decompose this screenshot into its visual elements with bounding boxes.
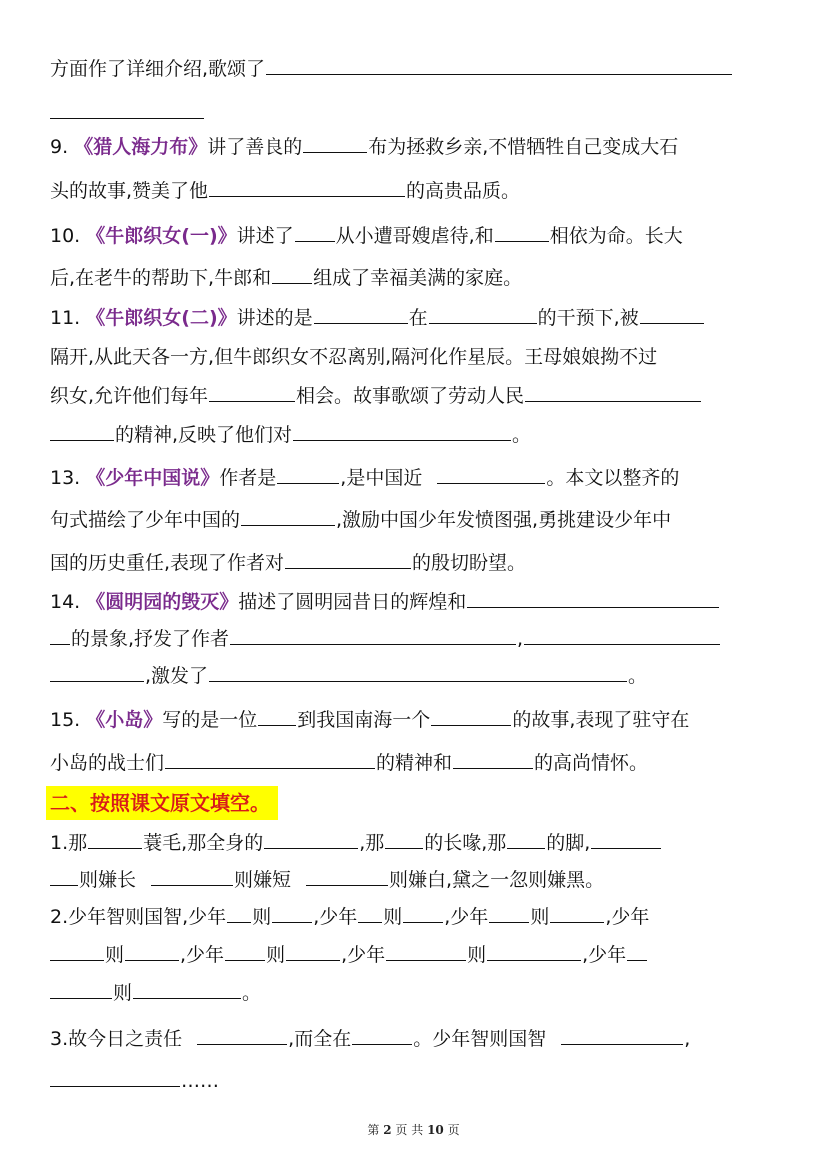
item-15-line-1: 15. 《小岛》写的是一位 到我国南海一个 的故事,表现了驻守在 [50,703,689,737]
blank[interactable] [524,622,720,645]
blank[interactable] [550,900,604,923]
q2-line-2: 则 ,少年 则 ,少年 则 ,少年 [50,938,648,972]
blank[interactable] [627,938,647,961]
blank[interactable] [453,746,533,769]
blank[interactable] [525,379,701,402]
q3-line-1: 3.故今日之责任 ,而全在 。少年智则国智 , [50,1022,690,1056]
q1-line-1: 1.那 蓑毛,那全身的 ,那 的长喙,那 的脚, [50,826,662,860]
blank[interactable] [151,863,233,886]
item-8-line-2 [50,96,205,130]
item-11-line-2: 隔开,从此天各一方,但牛郎织女不忍离别,隔河化作星辰。王母娘娘拗不过 [50,346,658,368]
q2-line-3: 则 。 [50,976,261,1010]
blank[interactable] [293,418,511,441]
item-10-line-2: 后,在老牛的帮助下,牛郎和 组成了幸福美满的家庭。 [50,261,522,295]
blank[interactable] [352,1022,412,1045]
item-13-line-2: 句式描绘了少年中国的 ,激励中国少年发愤图强,勇挑建设少年中 [50,503,671,537]
blank[interactable] [358,900,382,923]
item-10-line-1: 10. 《牛郎织女(一)》讲述了 从小遭哥嫂虐待,和 相依为命。长大 [50,219,683,253]
blank[interactable] [133,976,241,999]
q3-line-2: …… [50,1064,219,1098]
blank[interactable] [209,659,627,682]
blank[interactable] [50,96,204,119]
blank[interactable] [209,379,295,402]
section-2-heading: 二、按照课文原文填空。 [46,786,278,820]
blank[interactable] [487,938,581,961]
current-page-number: 2 [383,1123,392,1137]
blank[interactable] [295,219,335,242]
blank[interactable] [403,900,443,923]
blank[interactable] [640,301,704,324]
page-footer: 第 2 页 共 10 页 [367,1123,460,1137]
blank[interactable] [50,418,114,441]
blank[interactable] [227,900,251,923]
blank[interactable] [264,826,358,849]
blank[interactable] [125,938,179,961]
blank[interactable] [591,826,661,849]
item-11-line-3: 织女,允许他们每年 相会。故事歌颂了劳动人民 [50,379,702,413]
blank[interactable] [88,826,142,849]
item-9-line-2: 头的故事,赞美了他 的高贵品质。 [50,174,520,208]
blank[interactable] [225,938,265,961]
blank[interactable] [50,938,104,961]
blank[interactable] [386,938,466,961]
blank[interactable] [197,1022,287,1045]
blank[interactable] [437,461,545,484]
book-title: 《牛郎织女(一)》 [86,225,237,247]
blank[interactable] [50,1064,180,1087]
item-15-line-2: 小岛的战士们 的精神和 的高尚情怀。 [50,746,648,780]
blank[interactable] [489,900,529,923]
total-page-number: 10 [427,1123,444,1137]
blank[interactable] [385,826,423,849]
blank[interactable] [467,585,719,608]
book-title: 《圆明园的毁灭》 [86,591,239,613]
book-title: 《牛郎织女(二)》 [86,307,237,329]
blank[interactable] [431,703,511,726]
blank[interactable] [230,622,516,645]
book-title: 《小岛》 [86,709,163,731]
item-13-line-1: 13. 《少年中国说》作者是 ,是中国近 。本文以整齐的 [50,461,679,495]
blank[interactable] [277,461,339,484]
blank[interactable] [266,52,732,75]
item-14-line-2: 的景象,抒发了作者 , [50,622,721,656]
blank[interactable] [507,826,545,849]
blank[interactable] [429,301,537,324]
blank[interactable] [209,174,405,197]
blank[interactable] [50,976,112,999]
blank[interactable] [272,900,312,923]
blank[interactable] [314,301,408,324]
book-title: 《少年中国说》 [86,467,220,489]
item-9-line-1: 9. 《猎人海力布》讲了善良的 布为拯救乡亲,不惜牺牲自己变成大石 [50,130,678,164]
q2-line-1: 2.少年智则国智,少年 则 ,少年 则 ,少年 则 ,少年 [50,900,649,934]
blank[interactable] [258,703,296,726]
blank[interactable] [272,261,312,284]
blank[interactable] [50,863,78,886]
item-13-line-3: 国的历史重任,表现了作者对 的殷切盼望。 [50,546,526,580]
item-14-line-3: ,激发了 。 [50,659,647,693]
blank[interactable] [165,746,375,769]
item-8-line-1: 方面作了详细介绍,歌颂了 [50,52,733,86]
blank[interactable] [285,546,411,569]
book-title: 《猎人海力布》 [74,136,208,158]
blank[interactable] [286,938,340,961]
item-11-line-1: 11. 《牛郎织女(二)》讲述的是 在 的干预下,被 [50,301,705,335]
item-11-line-4: 的精神,反映了他们对 。 [50,418,531,452]
item-14-line-1: 14. 《圆明园的毁灭》描述了圆明园昔日的辉煌和 [50,585,720,619]
blank[interactable] [561,1022,683,1045]
blank[interactable] [495,219,549,242]
blank[interactable] [50,659,144,682]
blank[interactable] [306,863,388,886]
blank[interactable] [303,130,367,153]
q1-line-2: 则嫌长 则嫌短 则嫌白,黛之一忽则嫌黑。 [50,863,604,897]
blank[interactable] [241,503,335,526]
blank[interactable] [50,622,70,645]
